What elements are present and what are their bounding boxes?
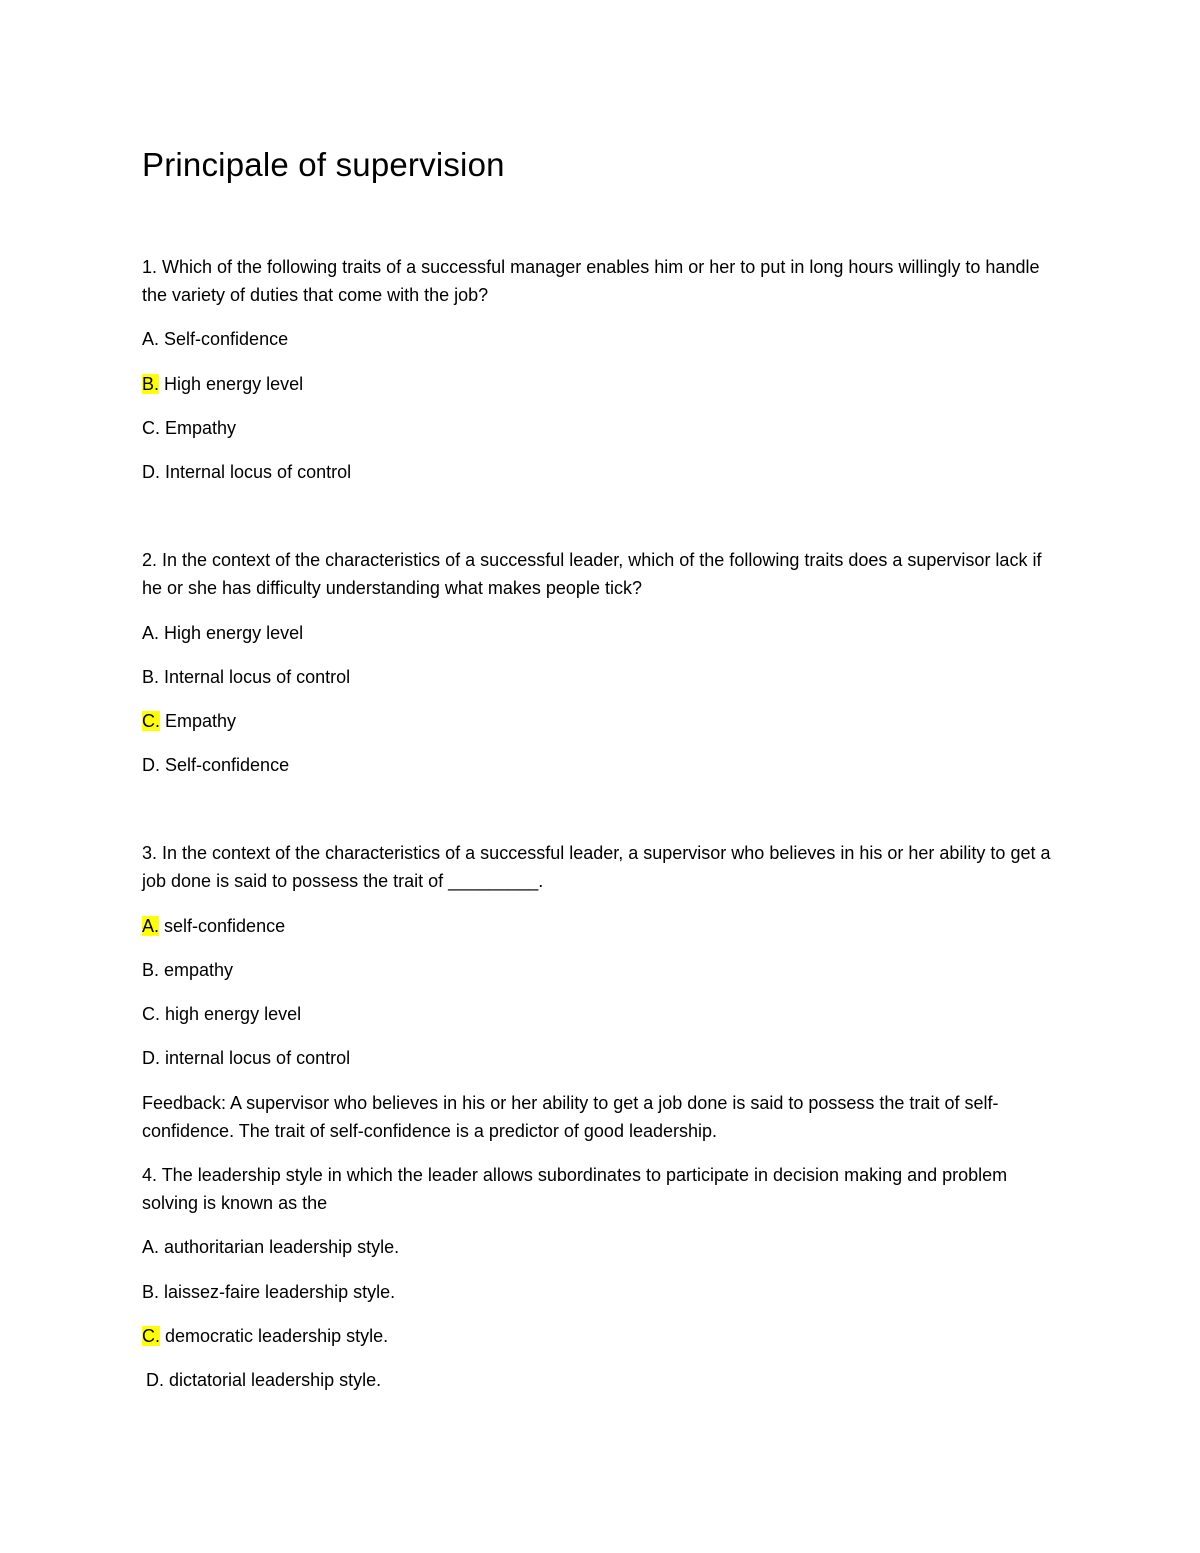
option-letter: D. (142, 755, 160, 775)
document-page (142, 140, 1062, 1390)
option-text: Self-confidence (159, 329, 289, 349)
option-item (142, 370, 303, 398)
option-letter: D. (146, 1370, 164, 1390)
option-letter: D. (142, 462, 160, 482)
question-1 (142, 253, 1062, 309)
page-title: Principale of supervision (142, 146, 505, 183)
option-text: authoritarian leadership style. (159, 1237, 400, 1257)
option-text: self-confidence (159, 916, 286, 936)
option-item (142, 1322, 388, 1350)
option-letter-correct: C. (142, 1326, 160, 1346)
option-text: Internal locus of control (160, 462, 352, 482)
option-text: High energy level (159, 374, 304, 394)
question-4 (142, 1161, 1062, 1217)
question-text: 4. The leadership style in which the leader allows subordinates to participate in decision making and problem solving is known as the (142, 1165, 1008, 1213)
question-text: 2. In the context of the characteristics of a successful leader, which of the following traits does a supervisor lack if he or she has difficulty understanding what makes people tick? (142, 550, 1042, 598)
option-letter-correct: A. (142, 916, 160, 936)
option-item (142, 956, 233, 984)
option-item (142, 414, 236, 442)
option-text: Empathy (160, 711, 237, 731)
option-letter: D. (142, 1048, 160, 1068)
option-text: internal locus of control (160, 1048, 351, 1068)
option-item (142, 458, 351, 486)
option-letter: A. (142, 623, 160, 643)
option-letter: C. (142, 1004, 160, 1024)
feedback-text: Feedback: A supervisor who believes in his or her ability to get a job done is said to possess the trait of self-confidence. The trait of self-confidence is a predictor of good leadership. (142, 1093, 999, 1141)
option-text: Self-confidence (160, 755, 290, 775)
option-letter: A. (142, 1237, 160, 1257)
option-text: democratic leadership style. (160, 1326, 389, 1346)
question-3-feedback (142, 1089, 1062, 1145)
option-item (142, 663, 350, 691)
option-item (142, 912, 285, 940)
question-text: 3. In the context of the characteristics of a successful leader, a supervisor who believes in his or her ability to get a job done is said to possess the trait of _________. (142, 843, 1051, 891)
option-text: dictatorial leadership style. (164, 1370, 382, 1390)
option-item (142, 707, 236, 735)
option-text: Empathy (160, 418, 237, 438)
option-letter: B. (142, 667, 160, 687)
question-text: 1. Which of the following traits of a successful manager enables him or her to put in long hours willingly to handle the variety of duties that come with the job? (142, 257, 1040, 305)
option-letter: A. (142, 329, 160, 349)
option-letter: C. (142, 418, 160, 438)
option-letter: B. (142, 960, 160, 980)
option-item (142, 619, 303, 647)
option-item (142, 1044, 350, 1072)
option-item (142, 751, 289, 779)
option-text: High energy level (159, 623, 304, 643)
option-text: Internal locus of control (159, 667, 351, 687)
option-item (146, 1366, 381, 1394)
question-3 (142, 839, 1062, 895)
question-2 (142, 546, 1062, 602)
option-letter: B. (142, 1282, 160, 1302)
option-text: laissez-faire leadership style. (159, 1282, 396, 1302)
option-letter-correct: B. (142, 374, 160, 394)
option-item (142, 1000, 301, 1028)
option-text: high energy level (160, 1004, 302, 1024)
option-item (142, 1233, 399, 1261)
option-item (142, 325, 288, 353)
option-text: empathy (159, 960, 234, 980)
option-letter-correct: C. (142, 711, 160, 731)
option-item (142, 1278, 395, 1306)
